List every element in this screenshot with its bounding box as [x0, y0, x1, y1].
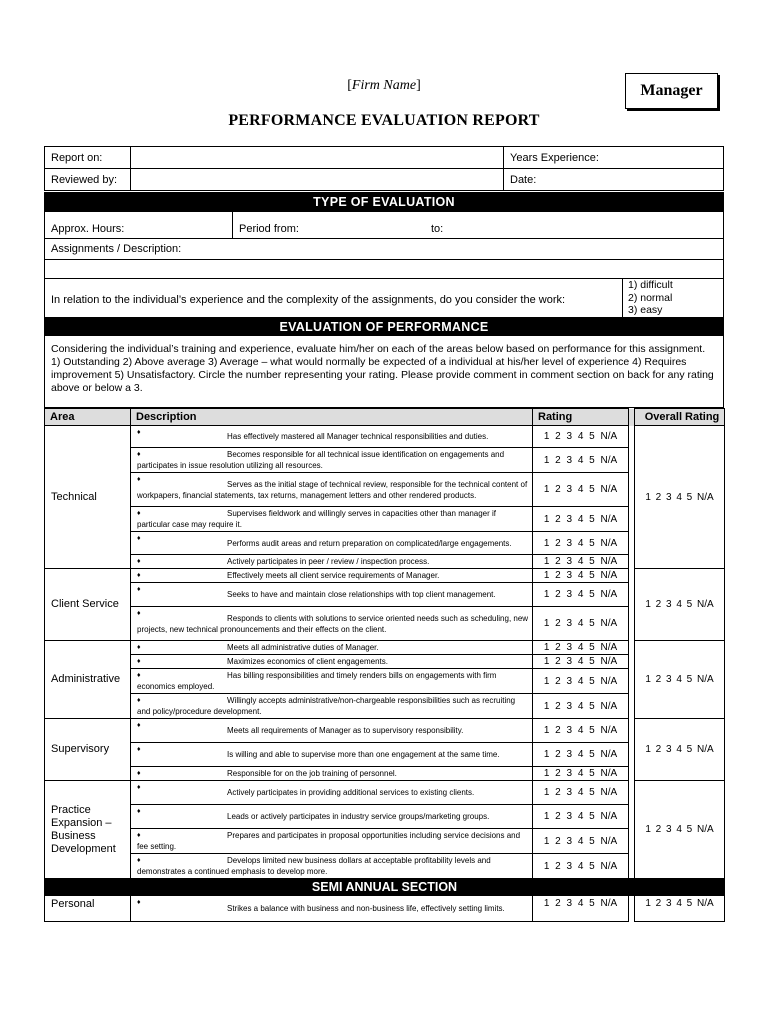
- column-gap: [629, 555, 635, 569]
- column-gap: [629, 532, 635, 555]
- table-row: [45, 507, 725, 532]
- description-cell: [131, 655, 533, 669]
- table-row: [45, 805, 725, 829]
- table-row: [45, 669, 725, 694]
- diamond-bullet-icon: ♦: [137, 808, 141, 815]
- diamond-bullet-icon: ♦: [137, 784, 141, 791]
- rating-scale[interactable]: 1 2 3 4 5 N/A: [533, 719, 629, 743]
- diamond-bullet-icon: ♦: [137, 770, 141, 777]
- table-row: [45, 743, 725, 767]
- evaluation-table: [44, 408, 725, 922]
- evaluation-of-performance-bar: EVALUATION OF PERFORMANCE: [44, 318, 724, 336]
- diamond-bullet-icon: ♦: [137, 510, 141, 517]
- rating-scale[interactable]: 1 2 3 4 5 N/A: [533, 781, 629, 805]
- description-text: Has effectively mastered all Manager technical responsibilities and duties.: [227, 432, 489, 441]
- rating-scale[interactable]: 1 2 3 4 5 N/A: [533, 507, 629, 532]
- rating-scale[interactable]: 1 2 3 4 5 N/A: [533, 641, 629, 655]
- description-cell: [131, 719, 533, 743]
- header-overall-rating: Overall Rating: [635, 409, 725, 426]
- description-cell: [131, 507, 533, 532]
- table-row: [45, 655, 725, 669]
- rating-scale[interactable]: 1 2 3 4 5 N/A: [533, 448, 629, 473]
- diamond-bullet-icon: ♦: [137, 476, 141, 483]
- description-cell: [131, 896, 533, 922]
- option-normal: 2) normal: [628, 291, 673, 304]
- diamond-bullet-icon: ♦: [137, 746, 141, 753]
- description-cell: [131, 607, 533, 641]
- description-text: Becomes responsible for all technical issue identification on engagements and participates in issue resolution utilizing all resources.: [137, 450, 505, 470]
- description-cell: [131, 854, 533, 879]
- header-rating: Rating: [533, 409, 629, 426]
- description-text: Seeks to have and maintain close relationships with top client management.: [227, 590, 496, 599]
- relation-text: In relation to the individual’s experience and the complexity of the assignments, do you consider the work:: [51, 294, 566, 306]
- table-row: [45, 532, 725, 555]
- semi-annual-section-bar: SEMI ANNUAL SECTION: [45, 879, 725, 896]
- rating-scale[interactable]: 1 2 3 4 5 N/A: [533, 694, 629, 719]
- overall-rating-scale[interactable]: 1 2 3 4 5 N/A: [635, 641, 725, 719]
- table-row: [45, 854, 725, 879]
- description-cell: [131, 555, 533, 569]
- area-label: Practice Expansion – Business Development: [45, 781, 131, 879]
- table-row: [45, 896, 725, 922]
- approx-hours-label: Approx. Hours:: [51, 223, 125, 235]
- table-row: [45, 583, 725, 607]
- option-easy: 3) easy: [628, 304, 663, 316]
- column-gap: [629, 583, 635, 607]
- description-cell: [131, 669, 533, 694]
- table-row: [45, 767, 725, 781]
- description-cell: [131, 448, 533, 473]
- column-gap: [629, 694, 635, 719]
- area-label: Personal: [45, 896, 131, 922]
- description-text: Meets all administrative duties of Manager.: [227, 643, 379, 652]
- description-text: Leads or actively participates in industry service groups/marketing groups.: [227, 812, 490, 821]
- table-row: [45, 829, 725, 854]
- rating-scale[interactable]: 1 2 3 4 5 N/A: [533, 829, 629, 854]
- description-text: Responsible for on the job training of personnel.: [227, 769, 397, 778]
- description-text: Actively participates in peer / review / inspection process.: [227, 557, 430, 566]
- overall-rating-scale[interactable]: 1 2 3 4 5 N/A: [635, 781, 725, 879]
- description-text: Willingly accepts administrative/non-chargeable responsibilities such as recruiting and policy/procedure development.: [137, 696, 516, 716]
- description-text: Actively participates in providing additional services to existing clients.: [227, 788, 475, 797]
- column-gap: [629, 607, 635, 641]
- diamond-bullet-icon: ♦: [137, 535, 141, 542]
- column-gap: [629, 829, 635, 854]
- overall-rating-scale[interactable]: 1 2 3 4 5 N/A: [635, 426, 725, 569]
- table-row: [45, 473, 725, 507]
- rating-scale[interactable]: 1 2 3 4 5 N/A: [533, 669, 629, 694]
- firm-name: [Firm Name]: [347, 78, 421, 93]
- table-row: [45, 781, 725, 805]
- rating-scale[interactable]: 1 2 3 4 5 N/A: [533, 854, 629, 879]
- header-description: Description: [131, 409, 533, 426]
- description-text: Is willing and able to supervise more than one engagement at the same time.: [227, 750, 500, 759]
- diamond-bullet-icon: ♦: [137, 572, 141, 579]
- rating-scale[interactable]: 1 2 3 4 5 N/A: [533, 473, 629, 507]
- description-cell: [131, 781, 533, 805]
- table-header-row: [45, 409, 725, 426]
- description-text: Meets all requirements of Manager as to supervisory responsibility.: [227, 726, 464, 735]
- rating-scale[interactable]: 1 2 3 4 5 N/A: [533, 569, 629, 583]
- table-row: [45, 569, 725, 583]
- area-label: Administrative: [45, 641, 131, 719]
- table-row: [45, 694, 725, 719]
- description-text: Supervises fieldwork and willingly serves in capacities other than manager if particular case may require it.: [137, 509, 497, 529]
- diamond-bullet-icon: ♦: [137, 658, 141, 665]
- rating-instructions: Considering the individual’s training and experience, evaluate him/her on each of the areas below based on performance for this assignment. 1) Outstanding 2) Above average 3) Average – what would normally be expected of a individual at his/her level of experience 4) Requires improvement 5) Unsatisfactory. Circle the number representing your rating. Please provide comment in comment section on back for any rating above or below a 3.: [44, 336, 724, 408]
- column-gap: [629, 805, 635, 829]
- diamond-bullet-icon: ♦: [137, 697, 141, 704]
- column-gap: [629, 448, 635, 473]
- firm-name-text: Firm Name: [351, 78, 417, 93]
- description-cell: [131, 532, 533, 555]
- rating-scale[interactable]: 1 2 3 4 5 N/A: [533, 555, 629, 569]
- overall-rating-scale[interactable]: 1 2 3 4 5 N/A: [635, 896, 725, 922]
- column-gap: [629, 854, 635, 879]
- diamond-bullet-icon: ♦: [137, 857, 141, 864]
- rating-scale[interactable]: 1 2 3 4 5 N/A: [533, 607, 629, 641]
- date-label: Date:: [510, 173, 537, 186]
- table-row: [45, 555, 725, 569]
- option-difficult: 1) difficult: [628, 279, 673, 291]
- diamond-bullet-icon: ♦: [137, 610, 141, 617]
- row-reviewed-by: [44, 169, 724, 191]
- description-text: Responds to clients with solutions to service oriented needs such as scheduling, new projects, new technical pronouncements and their effects on the client.: [137, 613, 529, 634]
- diamond-bullet-icon: ♦: [137, 644, 141, 651]
- description-cell: [131, 426, 533, 448]
- diamond-bullet-icon: ♦: [137, 451, 141, 458]
- overall-rating-scale[interactable]: 1 2 3 4 5 N/A: [635, 569, 725, 641]
- diamond-bullet-icon: ♦: [137, 672, 141, 679]
- description-cell: [131, 569, 533, 583]
- rating-scale[interactable]: 1 2 3 4 5 N/A: [533, 767, 629, 781]
- description-cell: [131, 473, 533, 507]
- description-cell: [131, 743, 533, 767]
- description-cell: [131, 805, 533, 829]
- table-body: [45, 426, 725, 922]
- rating-scale[interactable]: 1 2 3 4 5 N/A: [533, 583, 629, 607]
- years-experience-label: Years Experience:: [510, 151, 599, 164]
- diamond-bullet-icon: ♦: [137, 558, 141, 565]
- assignments-label: Assignments / Description:: [51, 243, 182, 255]
- description-cell: [131, 829, 533, 854]
- report-title: PERFORMANCE EVALUATION REPORT: [228, 112, 540, 129]
- table-row: [45, 448, 725, 473]
- diamond-bullet-icon: ♦: [137, 832, 141, 839]
- description-text: Performs audit areas and return preparation on complicated/large engagements.: [227, 538, 512, 548]
- diamond-bullet-icon: ♦: [137, 899, 141, 906]
- rating-scale[interactable]: 1 2 3 4 5 N/A: [533, 896, 629, 922]
- description-cell: [131, 641, 533, 655]
- row-report-on: [44, 146, 724, 169]
- header-area: Area: [45, 409, 131, 426]
- description-text: Serves as the initial stage of technical review, responsible for the technical content of workpapers, financial statements, tax returns, management letters and other rendered products.: [137, 479, 528, 500]
- rating-scale[interactable]: 1 2 3 4 5 N/A: [533, 426, 629, 448]
- table-row: [45, 641, 725, 655]
- description-cell: [131, 583, 533, 607]
- diamond-bullet-icon: ♦: [137, 722, 141, 729]
- description-text: Has billing responsibilities and timely renders bills on engagements with firm economics employed.: [137, 671, 497, 691]
- period-from-label: Period from:: [239, 223, 299, 235]
- column-gap: [629, 669, 635, 694]
- table-row: [45, 719, 725, 743]
- row-blank: [44, 260, 724, 279]
- area-label: Technical: [45, 426, 131, 569]
- row-hours-period: [44, 211, 724, 239]
- description-text: Maximizes economics of client engagements.: [227, 657, 388, 666]
- rating-scale[interactable]: 1 2 3 4 5 N/A: [533, 532, 629, 555]
- row-relation: [44, 279, 724, 318]
- difficulty-options: [628, 279, 673, 317]
- area-label: Client Service: [45, 569, 131, 641]
- column-gap: [629, 767, 635, 781]
- column-gap: [629, 507, 635, 532]
- column-gap: [629, 473, 635, 507]
- type-of-evaluation-bar: TYPE OF EVALUATION: [44, 192, 724, 211]
- rating-scale[interactable]: 1 2 3 4 5 N/A: [533, 655, 629, 669]
- column-gap: [629, 743, 635, 767]
- description-text: Effectively meets all client service requirements of Manager.: [227, 571, 440, 580]
- semi-annual-row: [45, 879, 725, 896]
- diamond-bullet-icon: ♦: [137, 586, 141, 593]
- column-gap: [629, 655, 635, 669]
- description-text: Strikes a balance with business and non-business life, effectively setting limits.: [227, 904, 505, 913]
- rating-scale[interactable]: 1 2 3 4 5 N/A: [533, 743, 629, 767]
- area-label: Supervisory: [45, 719, 131, 781]
- reviewed-by-label: Reviewed by:: [51, 173, 118, 186]
- table-row: [45, 607, 725, 641]
- overall-rating-scale[interactable]: 1 2 3 4 5 N/A: [635, 719, 725, 781]
- description-cell: [131, 694, 533, 719]
- report-on-label: Report on:: [51, 151, 103, 164]
- manager-label-box: Manager: [625, 73, 718, 109]
- table-row: [45, 426, 725, 448]
- diamond-bullet-icon: ♦: [137, 429, 141, 436]
- to-label: to:: [431, 223, 444, 235]
- description-cell: [131, 767, 533, 781]
- rating-scale[interactable]: 1 2 3 4 5 N/A: [533, 805, 629, 829]
- description-text: Prepares and participates in proposal opportunities including service decisions and fee setting.: [137, 831, 521, 851]
- row-assignments: [44, 239, 724, 260]
- description-text: Develops limited new business dollars at acceptable profitability levels and demonstrates a continued emphasis to develop more.: [137, 856, 491, 876]
